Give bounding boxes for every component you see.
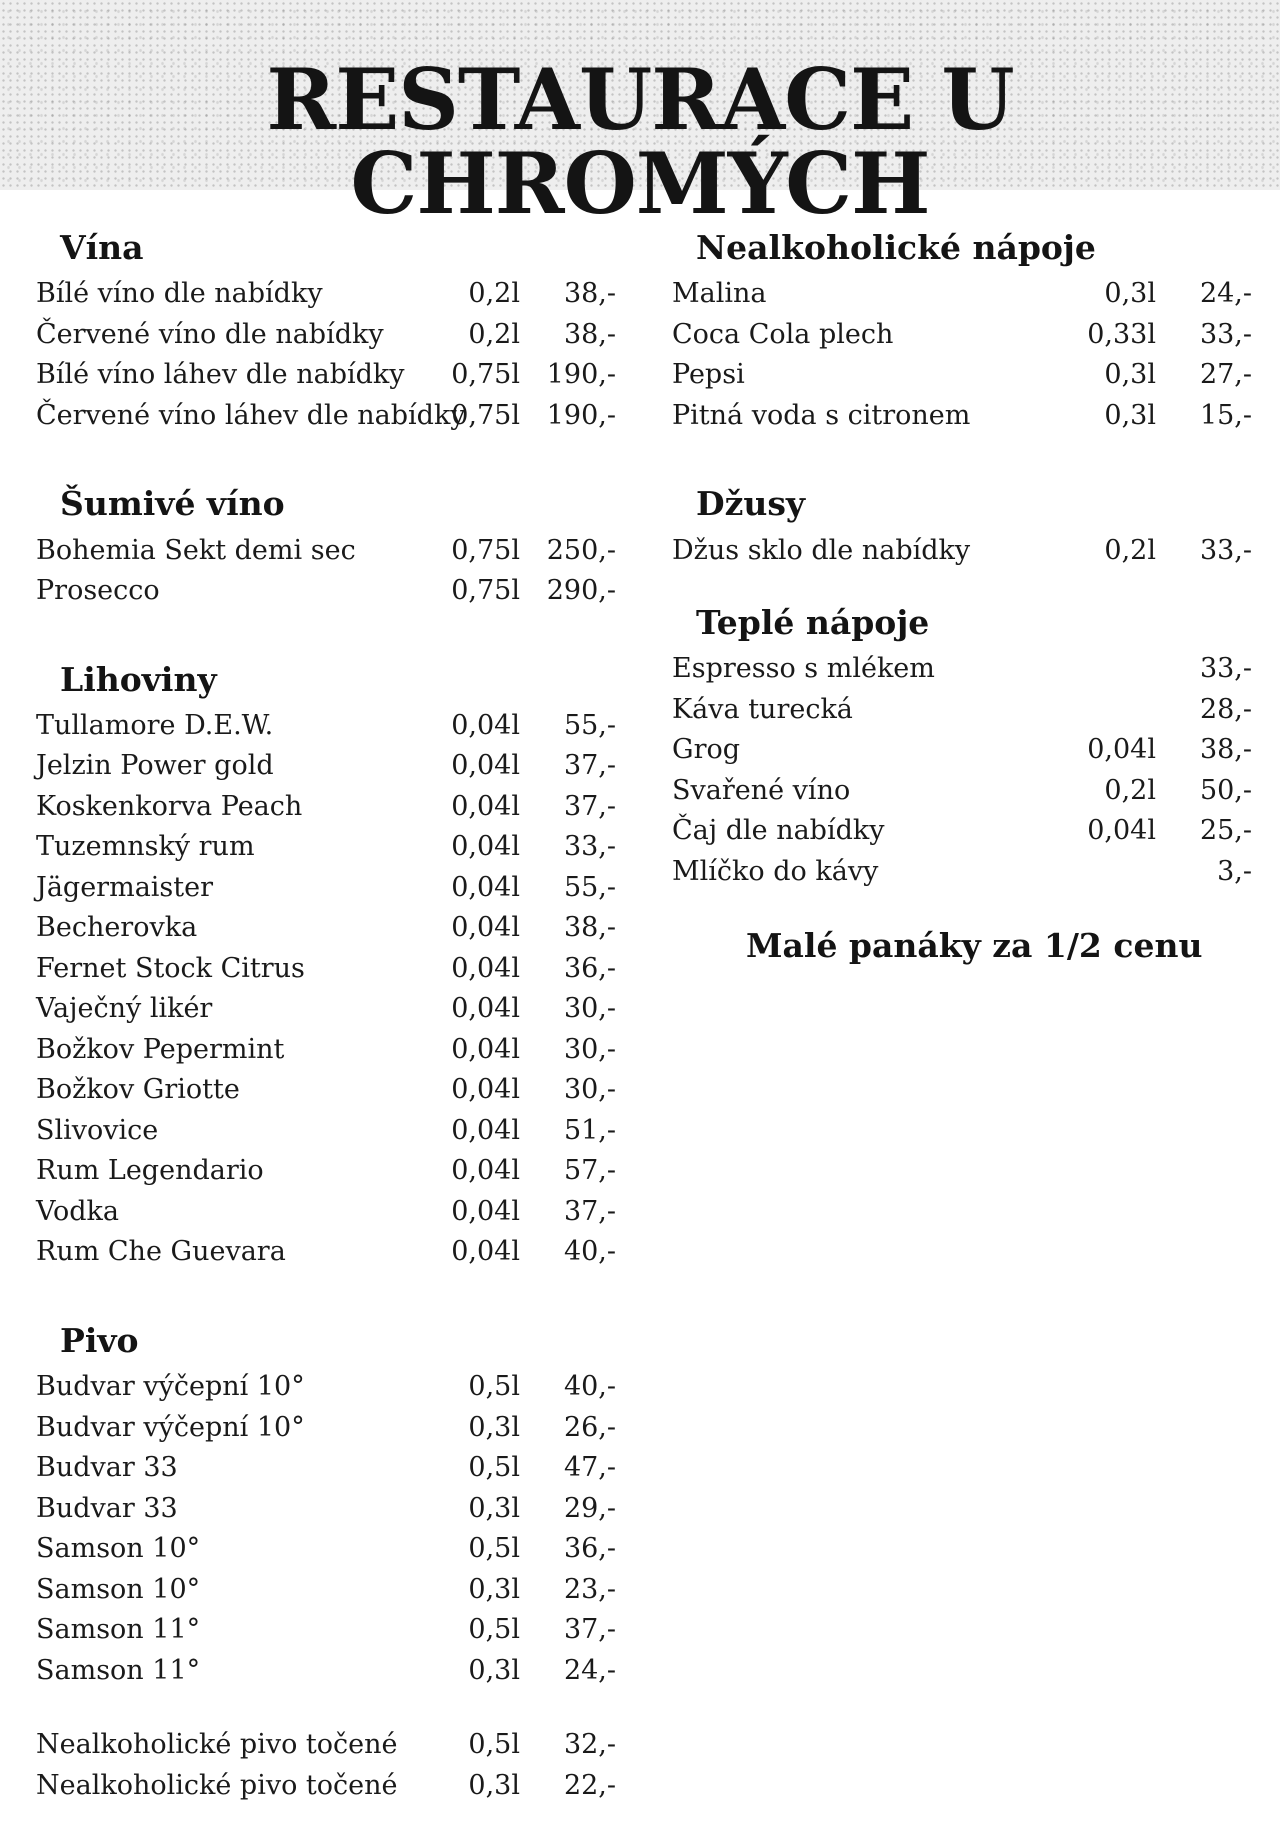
item-price: 25,- (1199, 815, 1252, 847)
section-title-teple: Teplé nápoje (696, 603, 930, 643)
menu-item-row (36, 746, 616, 787)
menu-item-row (36, 396, 616, 437)
menu-item-row (36, 1408, 616, 1449)
item-name: Rum Legendario (36, 1155, 264, 1187)
item-price: 55,- (563, 871, 616, 903)
menu-item-row (36, 989, 616, 1030)
item-price: 30,- (563, 993, 616, 1025)
menu-list-vina (36, 274, 616, 436)
menu-item-row (36, 1232, 616, 1273)
item-volume: 0,75l (451, 359, 520, 391)
item-name: Božkov Pepermint (36, 1033, 285, 1065)
item-name: Pitná voda s citronem (672, 399, 971, 431)
promo-note: Malé panáky za 1/2 cenu (746, 926, 1203, 966)
item-name: Bílé víno láhev dle nabídky (36, 359, 405, 391)
item-volume: 0,04l (451, 1074, 520, 1106)
section-title-vina: Vína (60, 228, 144, 267)
item-volume: 0,5l (468, 1371, 520, 1403)
item-volume: 0,3l (1104, 359, 1156, 391)
menu-item-row (36, 315, 616, 356)
item-price: 32,- (563, 1729, 616, 1761)
item-name: Samson 11° (36, 1654, 201, 1686)
section-title-nealko: Nealkoholické nápoje (696, 228, 1096, 267)
item-price: 30,- (563, 1074, 616, 1106)
item-volume: 0,2l (468, 278, 520, 310)
item-volume: 0,2l (1104, 534, 1156, 566)
item-name: Malina (672, 278, 767, 310)
item-price: 24,- (563, 1654, 616, 1686)
item-volume: 0,3l (1104, 278, 1156, 310)
left-column (36, 230, 616, 1806)
item-volume: 0,04l (451, 1195, 520, 1227)
item-name: Vodka (36, 1195, 120, 1227)
menu-item-row (36, 1489, 616, 1530)
item-price: 36,- (563, 952, 616, 984)
menu-item-row (36, 1529, 616, 1570)
item-volume: 0,04l (451, 1114, 520, 1146)
item-name: Rum Che Guevara (36, 1236, 286, 1268)
menu-item-row (672, 730, 1252, 771)
header-banner (0, 0, 1280, 233)
item-name: Coca Cola plech (672, 318, 894, 350)
item-volume: 0,3l (1104, 399, 1156, 431)
item-name: Fernet Stock Citrus (36, 952, 305, 984)
item-name: Bohemia Sekt demi sec (36, 534, 356, 566)
item-price: 36,- (563, 1533, 616, 1565)
menu-item-row (672, 771, 1252, 812)
item-price: 37,- (563, 1614, 616, 1646)
item-volume: 0,3l (468, 1573, 520, 1605)
item-price: 57,- (563, 1155, 616, 1187)
item-volume: 0,04l (451, 993, 520, 1025)
menu-item-row (672, 396, 1252, 437)
menu-item-row (672, 355, 1252, 396)
item-price: 24,- (1199, 278, 1252, 310)
item-name: Džus sklo dle nabídky (672, 534, 971, 566)
item-name: Prosecco (36, 575, 160, 607)
item-volume: 0,5l (468, 1533, 520, 1565)
menu-item-row (36, 1070, 616, 1111)
item-name: Koskenkorva Peach (36, 790, 303, 822)
item-price: 22,- (563, 1769, 616, 1801)
item-volume: 0,04l (451, 709, 520, 741)
item-price: 26,- (563, 1411, 616, 1443)
menu-item-row (36, 1111, 616, 1152)
menu-item-row (36, 1570, 616, 1611)
section-title-pivo: Pivo (60, 1320, 139, 1360)
menu-list-teple (672, 649, 1252, 892)
item-name: Jägermaister (36, 871, 214, 903)
item-name: Budvar výčepní 10° (36, 1411, 305, 1443)
item-price: 51,- (563, 1114, 616, 1146)
item-name: Budvar 33 (36, 1452, 178, 1484)
right-column (672, 230, 1252, 965)
item-price: 27,- (1199, 359, 1252, 391)
item-name: Červené víno dle nabídky (36, 318, 384, 350)
item-name: Budvar 33 (36, 1492, 178, 1524)
item-price: 37,- (563, 1195, 616, 1227)
menu-item-row (36, 1192, 616, 1233)
item-volume: 0,3l (468, 1769, 520, 1801)
item-volume: 0,75l (451, 534, 520, 566)
item-name: Samson 10° (36, 1573, 201, 1605)
item-volume: 0,04l (451, 952, 520, 984)
item-volume: 0,5l (468, 1729, 520, 1761)
item-price: 250,- (546, 534, 616, 566)
menu-item-row (36, 355, 616, 396)
item-name: Káva turecká (672, 693, 853, 725)
item-price: 37,- (563, 790, 616, 822)
menu-item-row (672, 690, 1252, 731)
item-price: 38,- (563, 318, 616, 350)
section-title-dzusy: Džusy (696, 484, 806, 524)
item-price: 33,- (1199, 653, 1252, 685)
item-price: 37,- (563, 750, 616, 782)
item-volume: 0,5l (468, 1452, 520, 1484)
item-name: Becherovka (36, 912, 198, 944)
item-name: Jelzin Power gold (36, 750, 274, 782)
menu-list-pivo-nealko (36, 1725, 616, 1806)
item-volume: 0,3l (468, 1654, 520, 1686)
menu-item-row (36, 787, 616, 828)
menu-item-row (36, 908, 616, 949)
item-name: Pepsi (672, 359, 745, 391)
menu-item-row (36, 949, 616, 990)
item-name: Slivovice (36, 1114, 159, 1146)
menu-item-row (36, 1367, 616, 1408)
item-price: 23,- (563, 1573, 616, 1605)
menu-item-row (36, 274, 616, 315)
item-volume: 0,04l (451, 912, 520, 944)
menu-item-row (36, 827, 616, 868)
page-title: RESTAURACE U CHROMÝCH (266, 50, 1014, 233)
section-title-sumive: Šumivé víno (60, 484, 285, 524)
menu-item-row (36, 1725, 616, 1766)
menu-item-row (36, 706, 616, 747)
menu-item-row (36, 1610, 616, 1651)
item-name: Mlíčko do kávy (672, 855, 879, 887)
menu-list-dzusy (672, 531, 1252, 572)
item-name: Espresso s mlékem (672, 653, 935, 685)
menu-item-row (672, 649, 1252, 690)
item-name: Samson 11° (36, 1614, 201, 1646)
item-price: 33,- (1199, 318, 1252, 350)
menu-item-row (36, 571, 616, 612)
item-name: Samson 10° (36, 1533, 201, 1565)
item-price: 15,- (1199, 399, 1252, 431)
menu-item-row (672, 811, 1252, 852)
item-price: 38,- (563, 912, 616, 944)
item-name: Budvar výčepní 10° (36, 1371, 305, 1403)
item-volume: 0,2l (468, 318, 520, 350)
item-volume: 0,75l (451, 575, 520, 607)
item-volume: 0,04l (451, 1033, 520, 1065)
item-name: Vaječný likér (36, 993, 213, 1025)
item-price: 29,- (563, 1492, 616, 1524)
menu-item-row (672, 274, 1252, 315)
item-volume: 0,75l (451, 399, 520, 431)
item-name: Grog (672, 734, 741, 766)
item-volume: 0,04l (451, 750, 520, 782)
item-name: Bílé víno dle nabídky (36, 278, 323, 310)
item-price: 38,- (563, 278, 616, 310)
item-volume: 0,04l (1087, 734, 1156, 766)
item-volume: 0,3l (468, 1492, 520, 1524)
item-name: Božkov Griotte (36, 1074, 240, 1106)
item-price: 33,- (563, 831, 616, 863)
item-price: 40,- (563, 1371, 616, 1403)
item-price: 33,- (1199, 534, 1252, 566)
menu-item-row (36, 1448, 616, 1489)
item-volume: 0,04l (451, 790, 520, 822)
menu-list-sumive (36, 531, 616, 612)
menu-list-nealko (672, 274, 1252, 436)
item-price: 190,- (546, 399, 616, 431)
menu-item-row (36, 1030, 616, 1071)
item-name: Tullamore D.E.W. (36, 709, 274, 741)
item-name: Nealkoholické pivo točené (36, 1729, 398, 1761)
item-volume: 0,04l (1087, 815, 1156, 847)
item-price: 28,- (1199, 693, 1252, 725)
item-price: 55,- (563, 709, 616, 741)
item-volume: 0,3l (468, 1411, 520, 1443)
item-volume: 0,04l (451, 1236, 520, 1268)
menu-item-row (36, 868, 616, 909)
item-volume: 0,04l (451, 871, 520, 903)
menu-list-pivo (36, 1367, 616, 1691)
item-name: Svařené víno (672, 774, 851, 806)
menu-item-row (36, 1151, 616, 1192)
item-volume: 0,04l (451, 831, 520, 863)
item-name: Tuzemnský rum (36, 831, 255, 863)
item-price: 30,- (563, 1033, 616, 1065)
item-volume: 0,2l (1104, 774, 1156, 806)
item-volume: 0,04l (451, 1155, 520, 1187)
item-price: 3,- (1217, 855, 1252, 887)
item-price: 290,- (546, 575, 616, 607)
item-volume: 0,5l (468, 1614, 520, 1646)
menu-item-row (36, 1651, 616, 1692)
item-name: Čaj dle nabídky (672, 815, 885, 847)
item-price: 50,- (1199, 774, 1252, 806)
section-title-lihoviny: Lihoviny (60, 659, 217, 699)
item-price: 38,- (1199, 734, 1252, 766)
menu-item-row (672, 852, 1252, 893)
item-price: 190,- (546, 359, 616, 391)
menu-item-row (36, 1766, 616, 1807)
item-name: Červené víno láhev dle nabídky (36, 399, 466, 431)
menu-item-row (672, 315, 1252, 356)
menu-item-row (36, 531, 616, 572)
item-name: Nealkoholické pivo točené (36, 1769, 398, 1801)
item-price: 40,- (563, 1236, 616, 1268)
item-volume: 0,33l (1087, 318, 1156, 350)
item-price: 47,- (563, 1452, 616, 1484)
menu-item-row (672, 531, 1252, 572)
menu-list-lihoviny (36, 706, 616, 1273)
